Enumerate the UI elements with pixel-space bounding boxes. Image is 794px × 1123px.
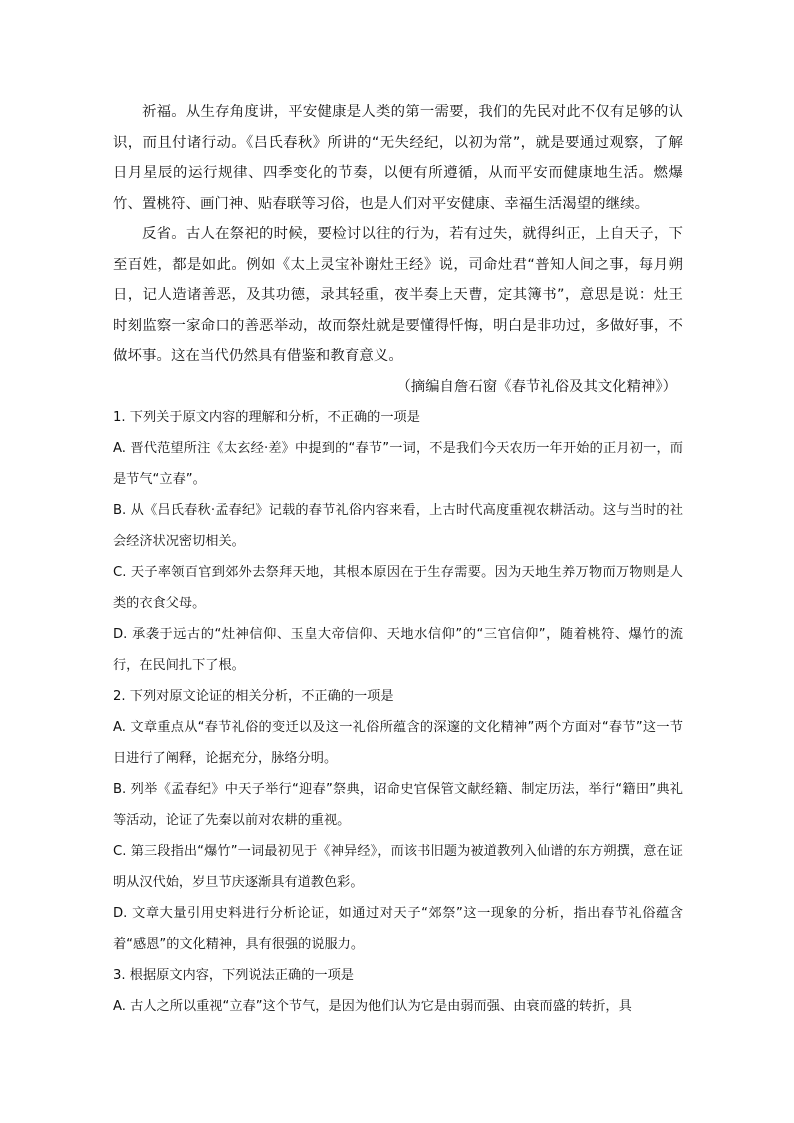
document-page [113, 97, 683, 1022]
question-3-option-a: A. 古人之所以重视“立春”这个节气，是因为他们认为它是由弱而强、由衰而盛的转折，具 [113, 999, 632, 1014]
question-1-option-a: A. 晋代范望所注《太玄经·差》中提到的“春节”一词，不是我们今天农历一年开始的正月初一，而是节气“立春”。 [113, 441, 683, 487]
question-2-stem: 2. 下列对原文论证的相关分析，不正确的一项是 [113, 689, 394, 704]
question-1-option-b: B. 从《吕氏春秋·孟春纪》记载的春节礼俗内容来看，上古时代高度重视农耕活动。这与当时的社会经济状况密切相关。 [113, 503, 683, 549]
question-2-option-a: A. 文章重点从“春节礼俗的变迁以及这一礼俗所蕴含的深邃的文化精神”两个方面对“春节”这一节日进行了阐释，论据充分，脉络分明。 [113, 720, 683, 766]
article-paragraph-blessing: 祈福。从生存角度讲，平安健康是人类的第一需要，我们的先民对此不仅有足够的认识，而且付诸行动。《吕氏春秋》所讲的“无失经纪，以初为常”，就是要通过观察，了解日月星辰的运行规律、四季变化的节奏，以便有所遵循，从而平安而健康地生活。燃爆竹、置桃符、画门神、贴春联等习俗，也是人们对平安健康、幸福生活渴望的继续。 [113, 104, 683, 212]
article-source: （摘编自詹石窗《春节礼俗及其文化精神》） [396, 378, 677, 395]
question-1-option-d: D. 承袭于远古的“灶神信仰、玉皇大帝信仰、天地水信仰”的“三官信仰”，随着桃符、爆竹的流行，在民间扎下了根。 [113, 627, 683, 673]
question-2-option-b: B. 列举《孟春纪》中天子举行“迎春”祭典，诏命史官保管文献经籍、制定历法，举行“籍田”典礼等活动，论证了先秦以前对农耕的重视。 [113, 782, 683, 828]
article-paragraph-reflection: 反省。古人在祭祀的时候，要检讨以往的行为，若有过失，就得纠正，上自天子，下至百姓，都是如此。例如《太上灵宝补谢灶王经》说，司命灶君“普知人间之事，每月朔日，记人造诸善恶，及其功德，录其轻重，夜半奏上天曹，定其簿书”，意思是说：灶王时刻监察一家命口的善恶举动，故而祭灶就是要懂得忏悔，明白是非功过，多做好事，不做坏事。这在当代仍然具有借鉴和教育意义。 [113, 226, 683, 364]
question-1-option-c: C. 天子率领百官到郊外去祭拜天地，其根本原因在于生存需要。因为天地生养万物而万物则是人类的衣食父母。 [113, 565, 683, 611]
question-2-option-c: C. 第三段指出“爆竹”一词最初见于《神异经》，而该书旧题为被道教列入仙谱的东方朔撰，意在证明从汉代始，岁旦节庆逐渐具有道教色彩。 [113, 844, 683, 890]
question-1-stem: 1. 下列关于原文内容的理解和分析，不正确的一项是 [113, 410, 420, 425]
question-2-option-d: D. 文章大量引用史料进行分析论证，如通过对天子“郊祭”这一现象的分析，指出春节礼俗蕴含着“感恩”的文化精神，具有很强的说服力。 [113, 906, 683, 952]
question-3-stem: 3. 根据原文内容，下列说法正确的一项是 [113, 968, 354, 983]
